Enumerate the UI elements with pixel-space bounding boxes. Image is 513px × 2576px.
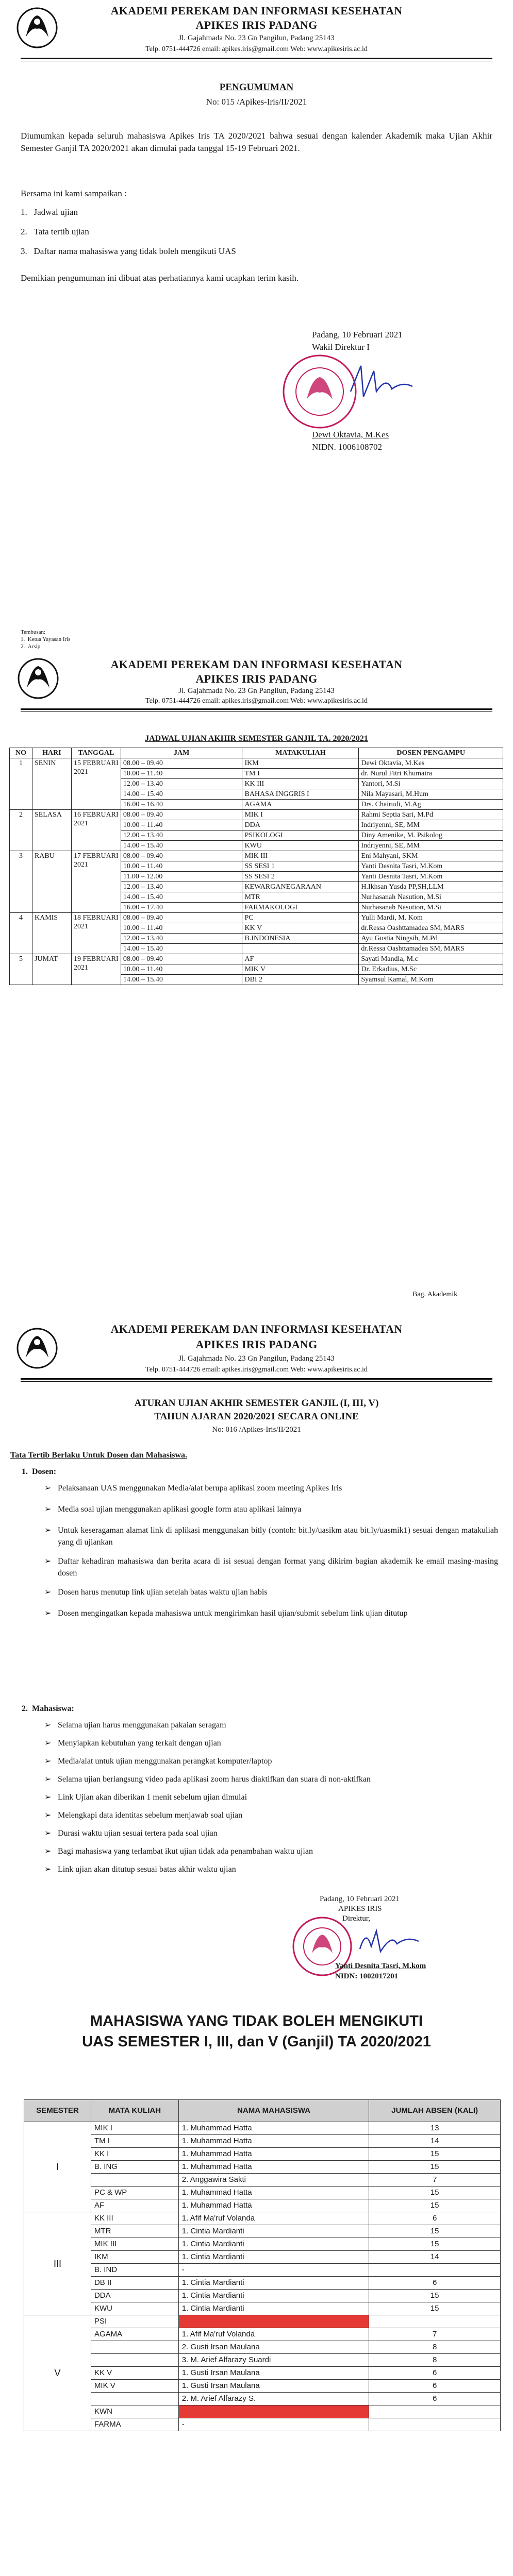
semester-cell: V <box>24 2315 91 2431</box>
schedule-cell-jam: 08.00 – 09.40 <box>121 913 242 923</box>
rule-item: ➢ Dosen mengingatkan kepada mahasiswa untuk mengirimkan hasil ujian/submit sebelum link ujian ditutup <box>44 1607 498 1619</box>
schedule-cell-jam: 10.00 – 11.40 <box>121 923 242 934</box>
schedule-cell-jam: 11.00 – 12.00 <box>121 872 242 882</box>
banned-cell-mk: KK I <box>91 2148 178 2161</box>
banned-table <box>24 2099 501 2431</box>
letterhead-subtitle: APIKES IRIS PADANG <box>195 1338 318 1351</box>
schedule-row <box>10 758 503 769</box>
semester-cell: III <box>24 2212 91 2315</box>
banned-row <box>24 2225 501 2238</box>
letterhead-address: Jl. Gajahmada No. 23 Gn Pangilun, Padang 25143 <box>178 687 335 695</box>
banned-cell-absen <box>369 2264 501 2277</box>
schedule-cell-mk: KWU <box>242 841 359 851</box>
signer-position: Wakil Direktur I <box>312 342 370 352</box>
bullet-icon: ➢ <box>44 1721 52 1730</box>
bullet-icon: ➢ <box>44 1557 52 1566</box>
semester-cell: I <box>24 2122 91 2212</box>
schedule-row <box>10 851 503 861</box>
banned-cell-mk: KWN <box>91 2405 178 2418</box>
banned-cell-absen <box>369 2405 501 2418</box>
bullet-icon: ➢ <box>44 1609 52 1618</box>
schedule-cell-dosen: Nurhasanah Nasution, M.Si <box>359 892 503 903</box>
rule-item: ➢ Link ujian akan ditutup sesuai batas akhir waktu ujian <box>44 1863 498 1875</box>
banned-row <box>24 2328 501 2341</box>
banned-row <box>24 2315 501 2328</box>
letterhead-contact: Telp. 0751-444726 email: apikes.iris@gmail.com Web: www.apikesiris.ac.id <box>145 697 368 705</box>
schedule-cell-jam: 08.00 – 09.40 <box>121 758 242 769</box>
banned-cell-absen: 15 <box>369 2238 501 2251</box>
schedule-cell-jam: 14.00 – 15.40 <box>121 841 242 851</box>
schedule-cell-dosen: dr. Nurul Fitri Khumaira <box>359 769 503 779</box>
banned-cell-mk: IKM <box>91 2251 178 2264</box>
banned-cell-mk: DB II <box>91 2277 178 2290</box>
rule-item: ➢ Link Ujian akan diberikan 1 menit sebelum ujian dimulai <box>44 1791 498 1803</box>
bullet-icon: ➢ <box>44 1526 52 1535</box>
banned-cell-absen: 13 <box>369 2122 501 2135</box>
schedule-cell-jam: 16.00 – 17.40 <box>121 903 242 913</box>
bullet-icon: ➢ <box>44 1739 52 1748</box>
bullet-icon: ➢ <box>44 1865 52 1874</box>
place-date: Padang, 10 Februari 2021 <box>312 330 403 340</box>
schedule-cell-mk: AF <box>242 954 359 964</box>
banned-cell-mk: B. IND <box>91 2264 178 2277</box>
banned-cell-mk: PC & WP <box>91 2187 178 2199</box>
column-header: DOSEN PENGAMPU <box>359 748 503 758</box>
schedule-cell-mk: SS SESI 1 <box>242 861 359 872</box>
banned-cell-absen: 6 <box>369 2212 501 2225</box>
banned-cell-absen: 14 <box>369 2251 501 2264</box>
schedule-cell-dosen: dr.Ressa Oashttamadea SM, MARS <box>359 923 503 934</box>
schedule-cell-dosen: Rahmi Septia Sari, M.Pd <box>359 810 503 820</box>
bullet-icon: ➢ <box>44 1775 52 1784</box>
banned-row <box>24 2187 501 2199</box>
schedule-cell-mk: PC <box>242 913 359 923</box>
schedule-cell-mk: IKM <box>242 758 359 769</box>
banned-cell-mk: KWU <box>91 2302 178 2315</box>
schedule-cell-mk: SS SESI 2 <box>242 872 359 882</box>
banned-cell-mk: PSI <box>91 2315 178 2328</box>
schedule-cell-mk: MIK III <box>242 851 359 861</box>
banned-cell-mk: MTR <box>91 2225 178 2238</box>
schedule-cell-no: 1 <box>10 758 32 810</box>
banned-cell-nama: 1. Cintia Mardianti <box>178 2238 369 2251</box>
banned-cell-nama: 1. Muhammad Hatta <box>178 2135 369 2148</box>
schedule-cell-tanggal: 19 FEBRUARI 2021 <box>71 954 121 985</box>
letterhead-title: AKADEMI PEREKAM DAN INFORMASI KESEHATAN <box>110 1323 403 1335</box>
letterhead-subtitle: APIKES IRIS PADANG <box>195 672 318 685</box>
page-announcement <box>0 0 513 649</box>
schedule-cell-hari: SELASA <box>32 810 71 851</box>
schedule-cell-tanggal: 18 FEBRUARI 2021 <box>71 913 121 954</box>
signature-icon <box>345 361 418 407</box>
schedule-cell-dosen: Yulli Mardi, M. Kom <box>359 913 503 923</box>
letterhead-title: AKADEMI PEREKAM DAN INFORMASI KESEHATAN <box>110 658 403 671</box>
rule-item: ➢ Daftar kehadiran mahasiswa dan berita acara di isi sesuai dengan format yang dikirim bagian akademik ke email masing-masing dosen <box>44 1555 498 1579</box>
schedule-cell-mk: KEWARGANEGARAAN <box>242 882 359 892</box>
schedule-cell-tanggal: 15 FEBRUARI 2021 <box>71 758 121 810</box>
bullet-icon: ➢ <box>44 1484 52 1493</box>
schedule-cell-mk: FARMAKOLOGI <box>242 903 359 913</box>
banned-cell-absen: 8 <box>369 2341 501 2354</box>
signer-name: Dewi Oktavia, M.Kes <box>312 430 389 439</box>
banned-cell-mk: KK III <box>91 2212 178 2225</box>
rules-nidn: NIDN: 1002017201 <box>335 1972 399 1980</box>
banned-cell-nama: 1. Cintia Mardianti <box>178 2225 369 2238</box>
rule-item: ➢ Durasi waktu ujian sesuai tertera pada soal ujian <box>44 1827 498 1839</box>
schedule-cell-dosen: Indriyenni, SE, MM <box>359 841 503 851</box>
schedule-cell-jam: 12.00 – 13.40 <box>121 882 242 892</box>
rules-dosen-label: 1. Dosen: <box>22 1467 57 1476</box>
schedule-cell-jam: 10.00 – 11.40 <box>121 820 242 831</box>
rule-item: ➢ Selama ujian berlangsung video pada aplikasi zoom harus diaktifkan dan suara di non-aktifkan <box>44 1773 498 1785</box>
letterhead-subtitle: APIKES IRIS PADANG <box>195 19 318 31</box>
schedule-cell-no: 3 <box>10 851 32 913</box>
banned-cell-mk <box>91 2174 178 2187</box>
announcement-list <box>21 206 492 258</box>
column-header: HARI <box>32 748 71 758</box>
rule-item: ➢ Menyiapkan kebutuhan yang terkait dengan ujian <box>44 1737 498 1749</box>
schedule-cell-dosen: Nurhasanah Nasution, M.Si <box>359 903 503 913</box>
schedule-cell-mk: MIK V <box>242 964 359 975</box>
banned-row <box>24 2367 501 2380</box>
schedule-cell-mk: AGAMA <box>242 800 359 810</box>
rules-mhs-list <box>44 1719 498 1882</box>
banned-cell-absen: 8 <box>369 2354 501 2367</box>
schedule-cell-hari: RABU <box>32 851 71 913</box>
announcement-number: No: 015 /Apikes-Iris/II/2021 <box>206 97 307 107</box>
schedule-cell-jam: 08.00 – 09.40 <box>121 810 242 820</box>
schedule-cell-mk: KK V <box>242 923 359 934</box>
letterhead-contact: Telp. 0751-444726 email: apikes.iris@gmail.com Web: www.apikesiris.ac.id <box>145 1366 368 1374</box>
banned-cell-absen: 15 <box>369 2199 501 2212</box>
bullet-icon: ➢ <box>44 1588 52 1597</box>
rules-position: Direktur, <box>342 1914 370 1923</box>
banned-cell-nama: 1. Cintia Mardianti <box>178 2290 369 2302</box>
schedule-cell-no: 2 <box>10 810 32 851</box>
banned-cell-nama <box>178 2405 369 2418</box>
schedule-cell-mk: DDA <box>242 820 359 831</box>
bullet-icon: ➢ <box>44 1793 52 1802</box>
banned-cell-absen: 15 <box>369 2302 501 2315</box>
schedule-cell-jam: 14.00 – 15.40 <box>121 892 242 903</box>
column-header: MATA KULIAH <box>91 2100 178 2122</box>
banned-title1: MAHASISWA YANG TIDAK BOLEH MENGIKUTI <box>90 2013 423 2029</box>
schedule-cell-tanggal: 17 FEBRUARI 2021 <box>71 851 121 913</box>
announcement-item: 2. Tata tertib ujian <box>21 227 89 236</box>
banned-cell-nama: 1. Muhammad Hatta <box>178 2148 369 2161</box>
banned-cell-nama: 1. Gusti Irsan Maulana <box>178 2380 369 2393</box>
banned-cell-mk: AF <box>91 2199 178 2212</box>
column-header: NAMA MAHASISWA <box>178 2100 369 2122</box>
banned-cell-nama: 1. Muhammad Hatta <box>178 2187 369 2199</box>
schedule-cell-no: 4 <box>10 913 32 954</box>
banned-cell-absen: 6 <box>369 2367 501 2380</box>
banned-row <box>24 2148 501 2161</box>
schedule-cell-jam: 08.00 – 09.40 <box>121 851 242 861</box>
banned-cell-nama: - <box>178 2264 369 2277</box>
rule-item: ➢ Selama ujian harus menggunakan pakaian seragam <box>44 1719 498 1731</box>
schedule-row <box>10 913 503 923</box>
schedule-cell-mk: TM I <box>242 769 359 779</box>
banned-cell-absen: 15 <box>369 2148 501 2161</box>
schedule-cell-jam: 10.00 – 11.40 <box>121 861 242 872</box>
schedule-cell-dosen: Nila Mayasari, M.Hum <box>359 789 503 800</box>
banned-cell-nama: 3. M. Arief Alfarazy Suardi <box>178 2354 369 2367</box>
banned-cell-mk <box>91 2341 178 2354</box>
schedule-cell-mk: MTR <box>242 892 359 903</box>
banned-cell-nama: 1. Cintia Mardianti <box>178 2277 369 2290</box>
schedule-cell-jam: 12.00 – 13.40 <box>121 779 242 789</box>
banned-row <box>24 2354 501 2367</box>
banned-cell-mk: DDA <box>91 2290 178 2302</box>
schedule-cell-no: 5 <box>10 954 32 985</box>
announcement-para3: Demikian pengumuman ini dibuat atas perhatiannya kami ucapkan terim kasih. <box>21 273 299 283</box>
schedule-table <box>9 748 503 985</box>
banned-cell-nama: 1. Muhammad Hatta <box>178 2199 369 2212</box>
schedule-cell-mk: BAHASA INGGRIS I <box>242 789 359 800</box>
schedule-row <box>10 954 503 964</box>
schedule-cell-dosen: Dewi Oktavia, M.Kes <box>359 758 503 769</box>
announcement-para2: Bersama ini kami sampaikan : <box>21 189 127 198</box>
banned-row <box>24 2393 501 2405</box>
banned-cell-nama: 2. Gusti Irsan Maulana <box>178 2341 369 2354</box>
banned-row <box>24 2135 501 2148</box>
banned-cell-nama: 1. Cintia Mardianti <box>178 2302 369 2315</box>
schedule-cell-dosen: Yanti Desnita Tasri, M.Kom <box>359 861 503 872</box>
schedule-cell-dosen: dr.Ressa Oashttamadea SM, MARS <box>359 944 503 954</box>
signature-icon <box>356 1923 423 1959</box>
rules-intro: Tata Tertib Berlaku Untuk Dosen dan Mahasiswa. <box>10 1451 188 1460</box>
schedule-cell-hari: KAMIS <box>32 913 71 954</box>
banned-row <box>24 2161 501 2174</box>
announcement-item: 3. Daftar nama mahasiswa yang tidak boleh mengikuti UAS <box>21 246 236 256</box>
rule-item: ➢ Dosen harus menutup link ujian setelah batas waktu ujian habis <box>44 1586 498 1598</box>
banned-cell-mk: MIK I <box>91 2122 178 2135</box>
announcement-para1: Diumumkan kepada seluruh mahasiswa Apikes Iris TA 2020/2021 bahwa sesuai dengan kalender Akademik maka Ujian Akhir Semester Ganjil TA 2020/2021 akan dimulai pada tanggal 15-19 Februari 2021. <box>21 131 492 153</box>
banned-cell-mk <box>91 2393 178 2405</box>
banned-row <box>24 2212 501 2225</box>
schedule-cell-mk: DBI 2 <box>242 975 359 985</box>
schedule-cell-dosen: H.Ikhsan Yusda PP,SH,LLM <box>359 882 503 892</box>
banned-cell-absen: 15 <box>369 2225 501 2238</box>
column-header: JAM <box>121 748 242 758</box>
schedule-cell-tanggal: 16 FEBRUARI 2021 <box>71 810 121 851</box>
schedule-cell-dosen: Diny Amenike, M. Psikolog <box>359 831 503 841</box>
banned-cell-nama <box>178 2315 369 2328</box>
banned-row <box>24 2199 501 2212</box>
banned-row <box>24 2290 501 2302</box>
schedule-cell-jam: 12.00 – 13.40 <box>121 831 242 841</box>
schedule-cell-dosen: Yantori, M.Si <box>359 779 503 789</box>
letterhead-contact: Telp. 0751-444726 email: apikes.iris@gmail.com Web: www.apikesiris.ac.id <box>145 45 368 53</box>
banned-cell-absen <box>369 2418 501 2431</box>
schedule-title: JADWAL UJIAN AKHIR SEMESTER GANJIL TA. 2020/2021 <box>145 734 368 743</box>
banned-cell-absen <box>369 2315 501 2328</box>
letterhead-title: AKADEMI PEREKAM DAN INFORMASI KESEHATAN <box>110 4 403 17</box>
banned-cell-absen: 6 <box>369 2277 501 2290</box>
banned-cell-nama: 1. Gusti Irsan Maulana <box>178 2367 369 2380</box>
schedule-cell-mk: KK III <box>242 779 359 789</box>
schedule-footer: Bag. Akademik <box>412 1291 458 1298</box>
rule-item: ➢ Untuk keseragaman alamat link di aplikasi menggunakan bitly (contoh: bit.ly/uasikm atau bit.ly/uasmik1) sesuai dengan matakuliah yang di ujiankan <box>44 1524 498 1548</box>
column-header: SEMESTER <box>24 2100 91 2122</box>
tembusan: Tembusan: 1. Ketua Yayasan Iris 2. Arsip <box>21 629 71 649</box>
page-banned <box>0 1996 513 2576</box>
schedule-cell-mk: MIK I <box>242 810 359 820</box>
banned-cell-absen: 15 <box>369 2161 501 2174</box>
page-rules <box>0 1311 513 1991</box>
bullet-icon: ➢ <box>44 1829 52 1838</box>
schedule-cell-mk <box>242 944 359 954</box>
banned-cell-absen: 6 <box>369 2380 501 2393</box>
banned-cell-nama: 1. Afif Ma'ruf Volanda <box>178 2328 369 2341</box>
schedule-cell-dosen: Drs. Chairudi, M.Ag <box>359 800 503 810</box>
schedule-cell-jam: 10.00 – 11.40 <box>121 769 242 779</box>
banned-cell-absen: 6 <box>369 2393 501 2405</box>
banned-cell-nama: 2. M. Arief Alfarazy S. <box>178 2393 369 2405</box>
banned-cell-nama: 2. Anggawira Sakti <box>178 2174 369 2187</box>
rules-org: APIKES IRIS <box>338 1905 382 1913</box>
schedule-cell-jam: 16.00 – 16.40 <box>121 800 242 810</box>
banned-row <box>24 2405 501 2418</box>
schedule-cell-dosen: Yanti Desnita Tasri, M.Kom <box>359 872 503 882</box>
bullet-icon: ➢ <box>44 1811 52 1820</box>
banned-row <box>24 2238 501 2251</box>
banned-row <box>24 2380 501 2393</box>
banned-row <box>24 2302 501 2315</box>
column-header: JUMLAH ABSEN (KALI) <box>369 2100 501 2122</box>
schedule-cell-dosen: Ayu Gustia Ningsih, M.Pd <box>359 934 503 944</box>
bullet-icon: ➢ <box>44 1505 52 1514</box>
schedule-cell-jam: 14.00 – 15.40 <box>121 944 242 954</box>
schedule-cell-jam: 10.00 – 11.40 <box>121 964 242 975</box>
column-header: TANGGAL <box>71 748 121 758</box>
schedule-cell-hari: JUMAT <box>32 954 71 985</box>
rules-mhs-label: 2. Mahasiswa: <box>22 1704 74 1713</box>
schedule-cell-hari: SENIN <box>32 758 71 810</box>
banned-cell-mk: KK V <box>91 2367 178 2380</box>
rule-item: ➢ Melengkapi data identitas sebelum menjawab soal ujian <box>44 1809 498 1821</box>
schedule-cell-dosen: Syamsul Kamal, M.Kom <box>359 975 503 985</box>
banned-cell-nama: - <box>178 2418 369 2431</box>
schedule-cell-mk: B.INDONESIA <box>242 934 359 944</box>
banned-cell-absen: 15 <box>369 2187 501 2199</box>
banned-cell-mk <box>91 2354 178 2367</box>
schedule-cell-dosen: Indriyenni, SE, MM <box>359 820 503 831</box>
banned-cell-mk: AGAMA <box>91 2328 178 2341</box>
bullet-icon: ➢ <box>44 1847 52 1856</box>
rule-item: ➢ Media/alat untuk ujian menggunakan perangkat komputer/laptop <box>44 1755 498 1767</box>
banned-cell-absen: 7 <box>369 2174 501 2187</box>
banned-row <box>24 2341 501 2354</box>
rules-title2: TAHUN AJARAN 2020/2021 SECARA ONLINE <box>154 1411 359 1422</box>
rules-signer: Yanti Desnita Tasri, M.kom <box>335 1962 426 1970</box>
rule-item: ➢ Pelaksanaan UAS menggunakan Media/alat berupa aplikasi zoom meeting Apikes Iris <box>44 1482 498 1494</box>
banned-cell-mk: MIK III <box>91 2238 178 2251</box>
rules-title1: ATURAN UJIAN AKHIR SEMESTER GANJIL (I, III, V) <box>134 1398 379 1409</box>
signer-nidn: NIDN. 1006108702 <box>312 442 382 452</box>
banned-cell-nama: 1. Muhammad Hatta <box>178 2161 369 2174</box>
rules-number: No: 016 /Apikes-Iris/II/2021 <box>212 1426 301 1434</box>
banned-row <box>24 2251 501 2264</box>
banned-cell-mk: TM I <box>91 2135 178 2148</box>
schedule-cell-dosen: Sayati Mandia, M.c <box>359 954 503 964</box>
banned-title2: UAS SEMESTER I, III, dan V (Ganjil) TA 2020/2021 <box>82 2033 431 2050</box>
column-header: NO <box>10 748 32 758</box>
announcement-item: 1. Jadwal ujian <box>21 207 78 217</box>
rules-dosen-list <box>44 1482 498 1626</box>
banned-cell-nama: 1. Afif Ma'ruf Volanda <box>178 2212 369 2225</box>
schedule-cell-mk: PSIKOLOGI <box>242 831 359 841</box>
schedule-cell-dosen: Eni Mahyani, SKM <box>359 851 503 861</box>
column-header: MATAKULIAH <box>242 748 359 758</box>
rule-item: ➢ Media soal ujian menggunakan aplikasi google form atau aplikasi lainnya <box>44 1503 498 1515</box>
schedule-cell-jam: 12.00 – 13.40 <box>121 934 242 944</box>
bullet-icon: ➢ <box>44 1757 52 1766</box>
banned-row <box>24 2264 501 2277</box>
banned-cell-mk: MIK V <box>91 2380 178 2393</box>
schedule-row <box>10 810 503 820</box>
banned-row <box>24 2174 501 2187</box>
banned-cell-absen: 7 <box>369 2328 501 2341</box>
rule-item: ➢ Bagi mahasiswa yang terlambat ikut ujian tidak ada penambahan waktu ujian <box>44 1845 498 1857</box>
banned-row <box>24 2122 501 2135</box>
letterhead-address: Jl. Gajahmada No. 23 Gn Pangilun, Padang 25143 <box>178 1354 335 1363</box>
schedule-cell-jam: 14.00 – 15.40 <box>121 975 242 985</box>
banned-cell-nama: 1. Cintia Mardianti <box>178 2251 369 2264</box>
announcement-heading: PENGUMUMAN <box>219 82 294 93</box>
schedule-cell-jam: 14.00 – 15.40 <box>121 789 242 800</box>
banned-cell-mk: FARMA <box>91 2418 178 2431</box>
banned-row <box>24 2418 501 2431</box>
banned-row <box>24 2277 501 2290</box>
banned-cell-mk: B. ING <box>91 2161 178 2174</box>
banned-cell-absen: 15 <box>369 2290 501 2302</box>
rules-place-date: Padang, 10 Februari 2021 <box>320 1895 400 1903</box>
letterhead-address: Jl. Gajahmada No. 23 Gn Pangilun, Padang 25143 <box>178 34 335 42</box>
schedule-cell-dosen: Dr. Erkadius, M.Sc <box>359 964 503 975</box>
banned-cell-absen: 14 <box>369 2135 501 2148</box>
page-schedule <box>0 657 513 1306</box>
banned-cell-nama: 1. Muhammad Hatta <box>178 2122 369 2135</box>
schedule-cell-jam: 08.00 – 09.40 <box>121 954 242 964</box>
